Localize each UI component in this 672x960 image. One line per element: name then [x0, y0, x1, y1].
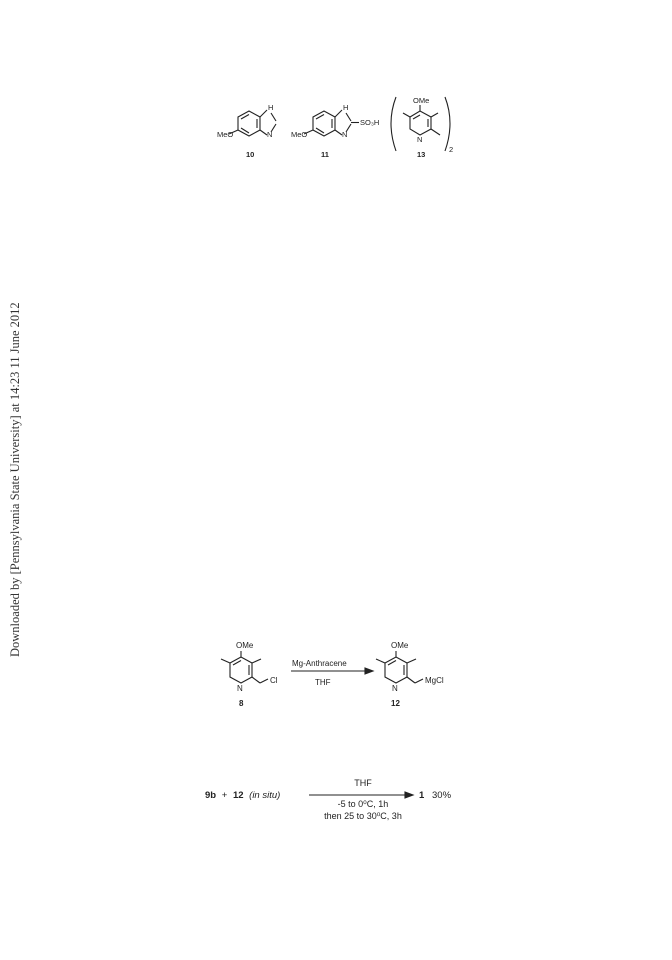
- plus-sign: +: [221, 790, 228, 801]
- yield-value: 30%: [432, 790, 452, 801]
- condition-1: -5 to 0⁰C, 1h: [337, 799, 389, 809]
- compound-12-structure: [376, 651, 423, 683]
- c10-n: N: [267, 130, 273, 139]
- solvent-thf-1: THF: [315, 678, 331, 687]
- in-situ-note: (in situ): [249, 790, 281, 801]
- c8-cl: Cl: [270, 676, 278, 685]
- reactant-12: 12: [232, 790, 244, 801]
- c11-h: H: [343, 103, 349, 112]
- svg-text:9b + 12 (in: [205, 790, 280, 801]
- c10-h: H: [268, 103, 274, 112]
- compound-8-structure: [221, 651, 268, 683]
- compound-12-label: 12: [391, 699, 400, 708]
- compound-11-structure: [304, 110, 359, 136]
- reactant-9b: 9b: [205, 790, 217, 801]
- c11-n: N: [342, 130, 348, 139]
- c8-n: N: [237, 684, 243, 693]
- c12-n: N: [392, 684, 398, 693]
- condition-2: then 25 to 30⁰C, 3h: [324, 811, 402, 821]
- compound-10-label: 10: [246, 150, 255, 159]
- scheme-compounds-10-11-13: [205, 85, 475, 175]
- compound-13-label: 13: [417, 150, 426, 159]
- c11-so3h: SO₃H: [360, 118, 380, 127]
- c8-ome: OMe: [236, 641, 254, 650]
- download-watermark: Downloaded by [Pennsylvania State University] at 14:23 11 June 2012: [8, 302, 22, 658]
- compound-11-label: 11: [321, 150, 329, 159]
- c12-mgcl: MgCl: [425, 676, 444, 685]
- reagent-mg-anthracene: Mg-Anthracene: [292, 659, 347, 668]
- c12-ome: OMe: [391, 641, 409, 650]
- c13-subscript: 2: [449, 145, 454, 154]
- scheme-coupling: [205, 770, 475, 830]
- scheme-grignard-formation: [205, 635, 465, 725]
- c13-n: N: [417, 135, 423, 144]
- solvent-thf-2: THF: [354, 778, 372, 788]
- c13-ome: OMe: [413, 96, 430, 105]
- product-1: 1: [419, 790, 425, 801]
- compound-8-label: 8: [239, 699, 244, 708]
- c10-meo: MeO: [217, 130, 234, 139]
- c11-meo: MeO: [291, 130, 308, 139]
